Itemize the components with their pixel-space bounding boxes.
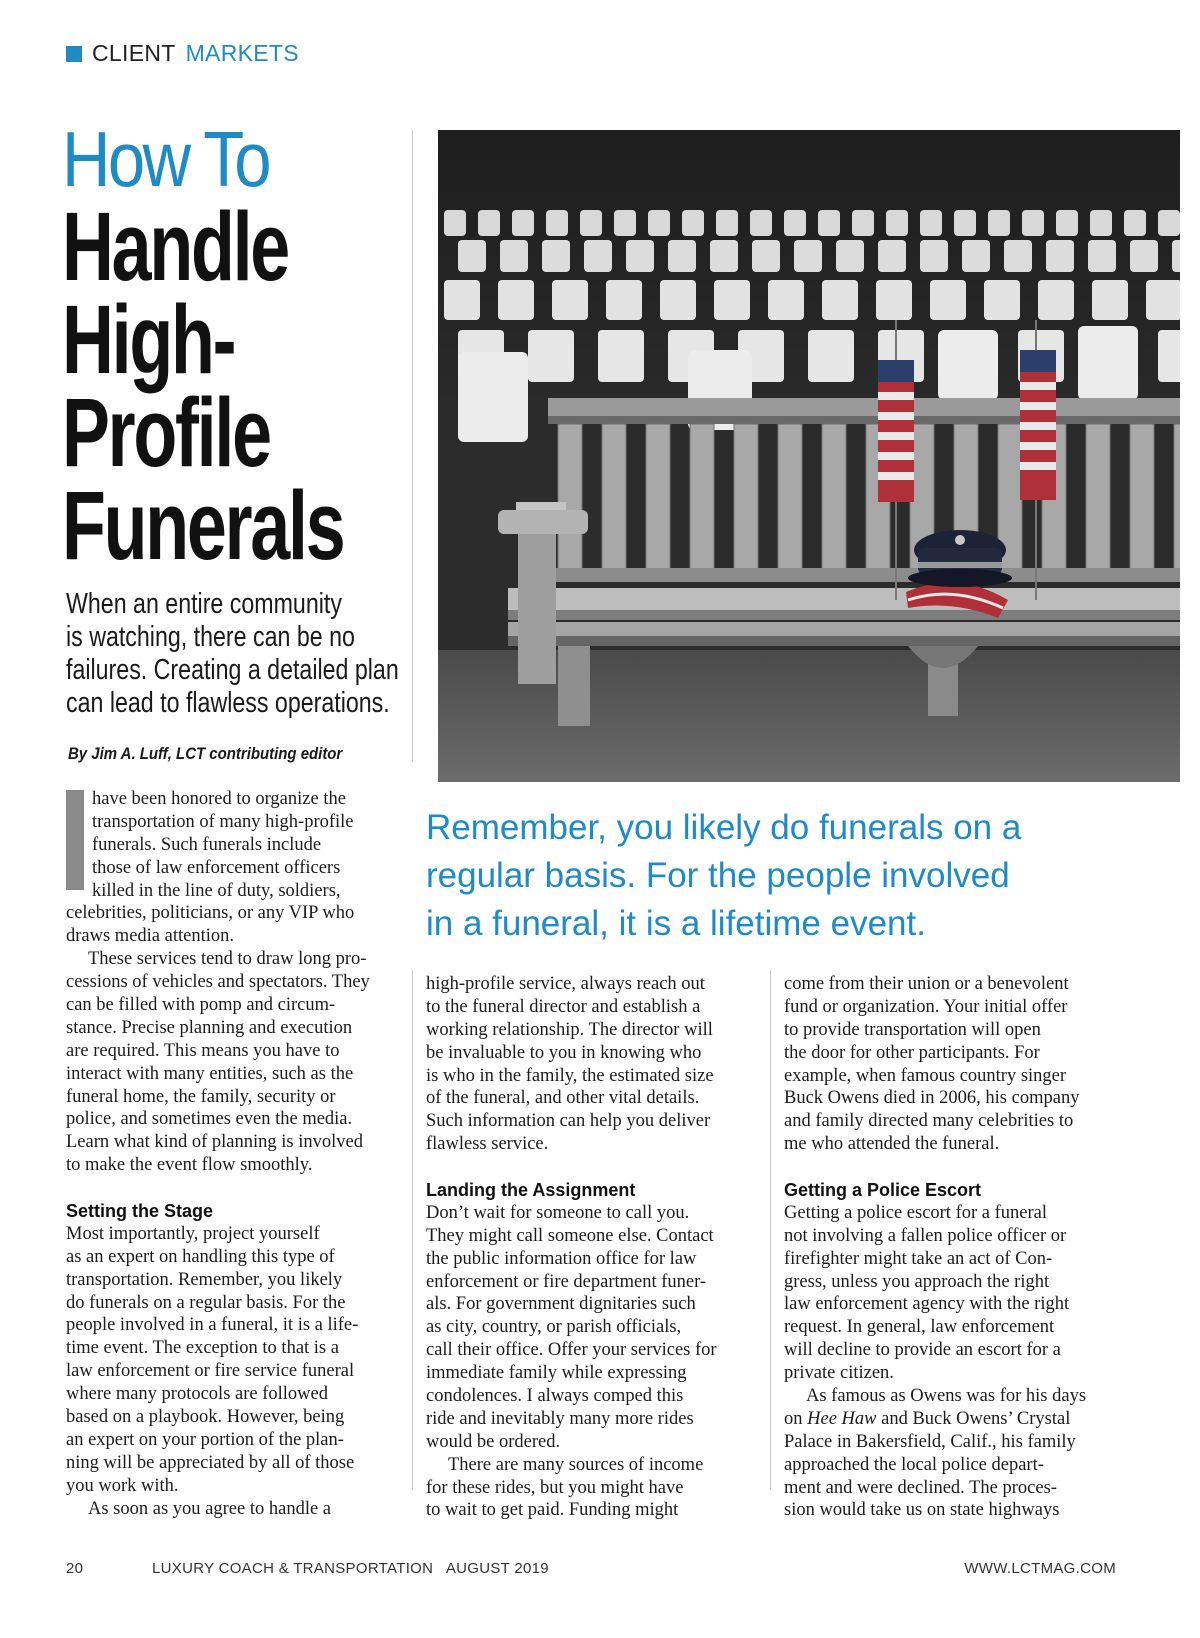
body-line: request. In general, law enforcement: [784, 1317, 1055, 1338]
headstone: [1038, 280, 1074, 320]
page-footer: [66, 1560, 1116, 1580]
body-line: those of law enforcement officers: [92, 857, 341, 878]
body-line: As soon as you agree to handle a: [88, 1498, 332, 1519]
headstone: [552, 280, 588, 320]
deck-line: failures. Creating a detailed plan: [66, 654, 399, 686]
headstone: [598, 330, 644, 382]
bench-slat: [1130, 424, 1154, 570]
subhead: Getting a Police Escort: [784, 1180, 982, 1201]
headstone: [1158, 210, 1180, 236]
body-line: as city, country, or parish officials,: [426, 1317, 682, 1338]
body-line: transportation. Remember, you likely: [66, 1269, 343, 1290]
body-line: will decline to provide an escort for a: [784, 1340, 1061, 1361]
headstone: [716, 210, 738, 236]
headstone: [1124, 210, 1146, 236]
byline: By Jim A. Luff, LCT contributing editor: [68, 744, 343, 763]
headstone: [784, 210, 806, 236]
body-line: private citizen.: [784, 1363, 894, 1384]
body-line: There are many sources of income: [448, 1454, 704, 1475]
headstone: [478, 210, 500, 236]
body-line: cessions of vehicles and spectators. They: [66, 972, 370, 993]
body-line: As famous as Owens was for his days: [806, 1386, 1087, 1407]
headstone: [498, 280, 534, 320]
body-line: ride and inevitably many more rides: [426, 1408, 694, 1429]
deck-line: can lead to flawless operations.: [66, 687, 390, 719]
body-line: example, when famous country singer: [784, 1065, 1067, 1086]
body-line: people involved in a funeral, it is a life-: [66, 1315, 359, 1336]
headstone: [660, 280, 696, 320]
body-line: would be ordered.: [426, 1431, 561, 1452]
deck-line: is watching, there can be no: [66, 621, 355, 653]
bench-slat: [602, 424, 626, 570]
headstone: [626, 240, 654, 272]
headstone: [938, 330, 998, 400]
headline-line: Handle: [62, 192, 289, 301]
headline-kicker: How To: [62, 115, 269, 203]
body-line: high-profile service, always reach out: [426, 974, 705, 994]
body-line: immediate family while expressing: [426, 1363, 687, 1384]
body-line: Most importantly, project yourself: [66, 1223, 320, 1244]
headstone: [710, 240, 738, 272]
headstone: [546, 210, 568, 236]
bench-slat: [734, 424, 758, 570]
headstone: [1088, 240, 1116, 272]
body-line: draws media attention.: [66, 926, 234, 947]
bench-slat: [1086, 424, 1110, 570]
headstone: [682, 210, 704, 236]
section-square-icon: [66, 46, 82, 62]
body-line: are required. This means you have to: [66, 1040, 340, 1061]
body-line: do funerals on a regular basis. For the: [66, 1292, 346, 1313]
section-label: [66, 40, 299, 67]
headstone: [962, 240, 990, 272]
headstone: [668, 240, 696, 272]
headstone: [444, 280, 480, 320]
body-line: call their office. Offer your services for: [426, 1340, 717, 1361]
subhead: Landing the Assignment: [426, 1180, 636, 1201]
headstone: [528, 330, 574, 382]
headstone: [988, 210, 1010, 236]
body-line: funerals. Such funerals include: [92, 834, 322, 855]
headstone: [920, 210, 942, 236]
headstone: [1158, 330, 1180, 382]
headstone: [984, 280, 1020, 320]
headstone: [954, 210, 976, 236]
section-label-client: CLIENT: [92, 40, 176, 66]
pull-quote-line: regular basis. For the people involved: [426, 856, 1010, 895]
headstone: [444, 210, 466, 236]
headstone: [1130, 240, 1158, 272]
column-rule: [770, 970, 771, 1490]
body-line: firefighter might take an act of Con-: [784, 1248, 1053, 1269]
headstone: [1004, 240, 1032, 272]
headline: [62, 192, 402, 580]
website-url: WWW.LCTMAG.COM: [964, 1560, 1116, 1577]
body-line: to wait to get paid. Funding might: [426, 1500, 679, 1521]
police-cap: [906, 530, 1012, 618]
bench-slat: [822, 424, 846, 570]
headstone: [822, 280, 858, 320]
body-line: police, and sometimes even the media.: [66, 1109, 353, 1130]
bench-slat: [646, 424, 670, 570]
body-line: ment and were declined. The proces-: [784, 1477, 1057, 1498]
body-line: law enforcement agency with the right: [784, 1294, 1070, 1315]
body-line: Don’t wait for someone to call you.: [426, 1202, 690, 1223]
body-line: to the funeral director and establish a: [426, 996, 701, 1017]
body-line: of the funeral, and other vital details.: [426, 1088, 700, 1109]
headstone: [1056, 210, 1078, 236]
deck-line: When an entire community: [66, 588, 342, 620]
body-line: the public information office for law: [426, 1248, 697, 1269]
pull-quote-line: in a funeral, it is a lifetime event.: [426, 904, 926, 943]
body-column-2: [426, 973, 766, 1522]
body-line: ning will be appreciated by all of those: [66, 1452, 355, 1473]
body-line: fund or organization. Your initial offer: [784, 996, 1068, 1017]
body-line: to provide transportation will open: [784, 1019, 1041, 1040]
headstone: [1092, 280, 1128, 320]
body-line: time event. The exception to that is a: [66, 1338, 339, 1359]
deck: [66, 588, 418, 720]
headstone: [818, 210, 840, 236]
headstone: [458, 240, 486, 272]
body-line: funeral home, the family, security or: [66, 1086, 336, 1107]
headstone: [878, 240, 906, 272]
headstone: [580, 210, 602, 236]
body-line: be invaluable to you in knowing who: [426, 1042, 702, 1063]
body-line: an expert on your portion of the plan-: [66, 1429, 344, 1450]
headstone: [1022, 210, 1044, 236]
headstone: [836, 240, 864, 272]
body-line: Getting a police escort for a funeral: [784, 1202, 1047, 1223]
cemetery-bench-illustration: [438, 130, 1180, 782]
feature-photo: [438, 130, 1180, 782]
paragraph-gap: [784, 1156, 1124, 1179]
body-line: transportation of many high-profile: [92, 811, 354, 832]
bench-slat: [690, 424, 714, 570]
body-line: not involving a fallen police officer or: [784, 1225, 1067, 1246]
headstone: [852, 210, 874, 236]
headstone: [808, 330, 854, 382]
body-line: flawless service.: [426, 1134, 549, 1155]
headstone: [750, 210, 772, 236]
body-column-3: [784, 973, 1124, 1522]
body-line: the door for other participants. For: [784, 1042, 1040, 1063]
headstone: [584, 240, 612, 272]
body-line: have been honored to organize the: [92, 789, 346, 809]
page-number: 20: [66, 1560, 84, 1577]
headstone: [512, 210, 534, 236]
body-line: They might call someone else. Contact: [426, 1225, 714, 1246]
column-rule: [412, 130, 413, 762]
headstone: [542, 240, 570, 272]
body-line: Palace in Bakersfield, Calif., his family: [784, 1431, 1076, 1452]
body-line: stance. Precise planning and execution: [66, 1017, 353, 1038]
body-line: to make the event flow smoothly.: [66, 1155, 313, 1176]
publication-name: LUXURY COACH & TRANSPORTATION AUGUST 2019: [152, 1560, 549, 1577]
body-line: celebrities, politicians, or any VIP who: [66, 903, 355, 924]
body-line: and family directed many celebrities to: [784, 1111, 1074, 1132]
body-line: These services tend to draw long pro-: [88, 949, 367, 970]
bench-slat: [1174, 424, 1180, 570]
body-line: working relationship. The director will: [426, 1019, 713, 1040]
headstone: [606, 280, 642, 320]
body-line: approached the local police depart-: [784, 1454, 1044, 1475]
headstone: [1046, 240, 1074, 272]
column-rule: [412, 970, 413, 1490]
body-line: law enforcement or fire service funeral: [66, 1361, 355, 1382]
body-line: sion would take us on state highways: [784, 1500, 1060, 1521]
section-label-markets: MARKETS: [185, 40, 299, 66]
body-line: killed in the line of duty, soldiers,: [92, 880, 341, 901]
body-line: as an expert on handling this type of: [66, 1246, 335, 1267]
body-line: Such information can help you deliver: [426, 1111, 711, 1132]
body-line: is who in the family, the estimated size: [426, 1065, 714, 1086]
headstone: [648, 210, 670, 236]
body-column-1: [66, 788, 406, 1521]
body-line: me who attended the funeral.: [784, 1134, 1000, 1155]
headstone: [876, 280, 912, 320]
body-line: can be filled with pomp and circum-: [66, 995, 336, 1016]
headline-line: Funerals: [62, 471, 344, 580]
body-line: Buck Owens died in 2006, his company: [784, 1088, 1080, 1109]
headstone: [752, 240, 780, 272]
headstone: [794, 240, 822, 272]
headstone: [458, 352, 528, 442]
headline-line: High-: [62, 285, 235, 394]
bench-slats: [558, 424, 1180, 570]
body-line: where many protocols are followed: [66, 1384, 328, 1405]
pull-quote: [426, 804, 1186, 948]
headstone: [500, 240, 528, 272]
pull-quote-line: Remember, you likely do funerals on a: [426, 808, 1022, 847]
headstone: [1078, 326, 1138, 400]
headstone: [614, 210, 636, 236]
headstone: [930, 280, 966, 320]
body-line: als. For government dignitaries such: [426, 1294, 696, 1315]
headstone: [920, 240, 948, 272]
headline-line: Profile: [62, 378, 270, 487]
body-line: interact with many entities, such as the: [66, 1063, 354, 1084]
headstone: [1172, 240, 1180, 272]
headstone: [1146, 280, 1180, 320]
headstone: [768, 280, 804, 320]
body-line: on Hee Haw and Buck Owens’ Crystal: [784, 1408, 1071, 1429]
paragraph-gap: [66, 1177, 406, 1200]
headstone: [714, 280, 750, 320]
body-line: Learn what kind of planning is involved: [66, 1132, 363, 1153]
body-line: you work with.: [66, 1475, 179, 1496]
body-line: for these rides, but you might have: [426, 1477, 684, 1498]
body-line: based on a playbook. However, being: [66, 1407, 345, 1428]
body-line: gress, unless you approach the right: [784, 1271, 1050, 1292]
headstone: [1090, 210, 1112, 236]
bench-slat: [558, 424, 582, 570]
paragraph-gap: [426, 1156, 766, 1179]
headstone: [886, 210, 908, 236]
body-line: condolences. I always comped this: [426, 1386, 684, 1407]
subhead: Setting the Stage: [66, 1201, 214, 1222]
body-line: enforcement or fire department funer-: [426, 1271, 707, 1292]
body-line: come from their union or a benevolent: [784, 974, 1069, 994]
bench-slat: [778, 424, 802, 570]
